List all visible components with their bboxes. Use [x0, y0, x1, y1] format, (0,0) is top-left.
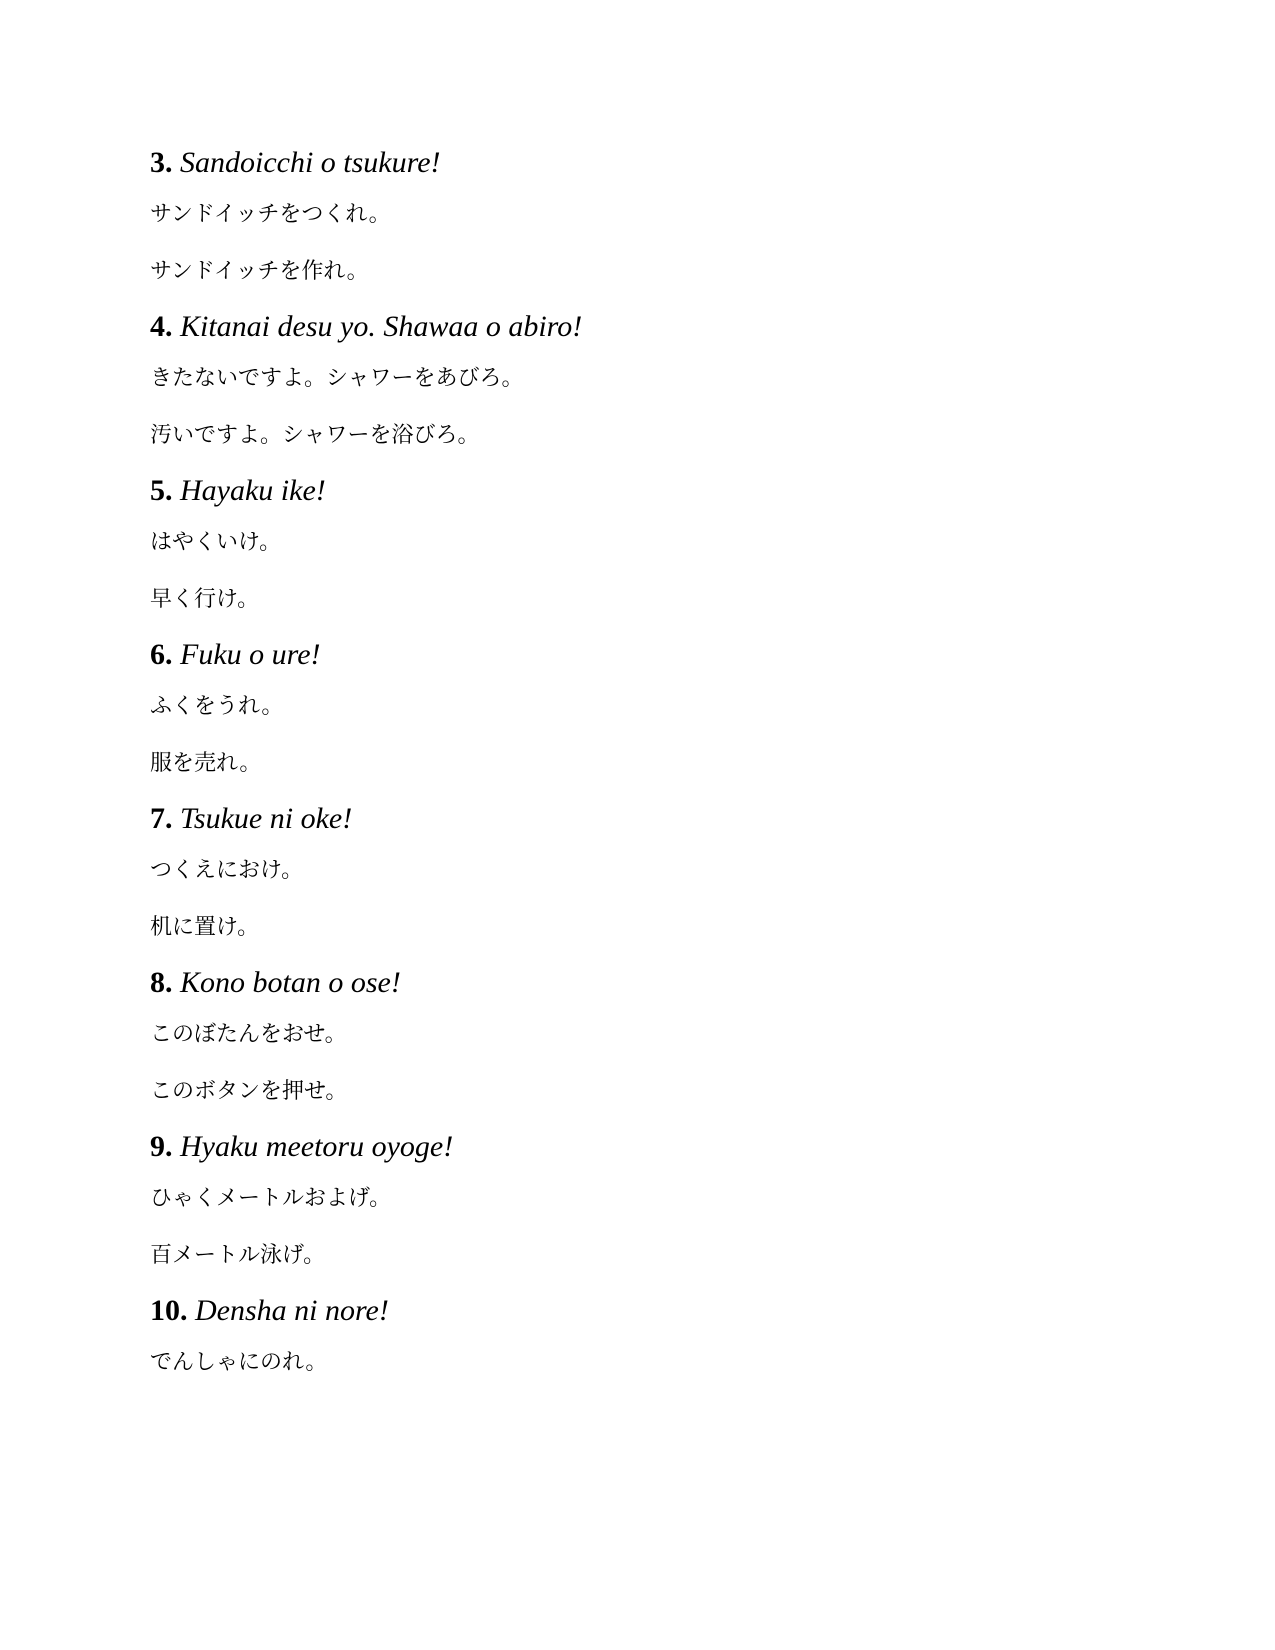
exercise-item-6	[150, 635, 1150, 779]
exercise-number: 10.	[150, 1294, 188, 1327]
exercise-number: 6.	[150, 638, 173, 671]
exercise-item-10	[150, 1291, 1150, 1378]
exercise-romaji: Densha ni nore!	[195, 1294, 389, 1327]
exercise-kana: このぼたんをおせ。	[150, 1022, 347, 1047]
exercise-heading	[150, 799, 1150, 839]
exercise-number: 7.	[150, 802, 173, 835]
exercise-heading	[150, 635, 1150, 675]
exercise-item-7	[150, 799, 1150, 943]
exercise-number: 9.	[150, 1130, 173, 1163]
exercise-heading	[150, 143, 1150, 183]
exercise-kana: ふくをうれ。	[150, 694, 284, 719]
exercise-kanji: このボタンを押せ。	[150, 1079, 348, 1104]
exercise-kanji: サンドイッチを作れ。	[150, 259, 369, 284]
exercise-number: 4.	[150, 310, 173, 343]
exercise-romaji: Fuku o ure!	[180, 638, 321, 671]
exercise-romaji: Sandoicchi o tsukure!	[180, 146, 441, 179]
exercise-item-3	[150, 143, 1150, 287]
exercise-item-8	[150, 963, 1150, 1107]
exercise-heading	[150, 963, 1150, 1003]
exercise-kana: ひゃくメートルおよげ。	[150, 1186, 392, 1211]
document-page	[150, 143, 1150, 1405]
exercise-heading	[150, 1291, 1150, 1331]
exercise-kanji: 早く行け。	[150, 587, 260, 612]
exercise-kana: きたないですよ。シャワーをあびろ。	[150, 366, 524, 391]
exercise-romaji: Hayaku ike!	[180, 474, 326, 507]
exercise-number: 5.	[150, 474, 173, 507]
exercise-heading	[150, 471, 1150, 511]
exercise-kanji: 汚いですよ。シャワーを浴びろ。	[150, 423, 480, 448]
exercise-number: 8.	[150, 966, 173, 999]
exercise-kana: はやくいけ。	[150, 530, 282, 555]
exercise-item-5	[150, 471, 1150, 615]
exercise-heading	[150, 307, 1150, 347]
exercise-romaji: Kono botan o ose!	[180, 966, 401, 999]
exercise-item-4	[150, 307, 1150, 451]
exercise-item-9	[150, 1127, 1150, 1271]
exercise-romaji: Hyaku meetoru oyoge!	[180, 1130, 454, 1163]
exercise-kanji: 机に置け。	[150, 915, 260, 940]
exercise-kana: サンドイッチをつくれ。	[150, 202, 391, 227]
exercise-kanji: 百メートル泳げ。	[150, 1243, 326, 1268]
exercise-heading	[150, 1127, 1150, 1167]
exercise-kanji: 服を売れ。	[150, 751, 262, 776]
exercise-number: 3.	[150, 146, 173, 179]
exercise-romaji: Tsukue ni oke!	[180, 802, 353, 835]
exercise-kana: つくえにおけ。	[150, 858, 304, 883]
exercise-kana: でんしゃにのれ。	[150, 1350, 328, 1375]
exercise-romaji: Kitanai desu yo. Shawaa o abiro!	[180, 310, 583, 343]
